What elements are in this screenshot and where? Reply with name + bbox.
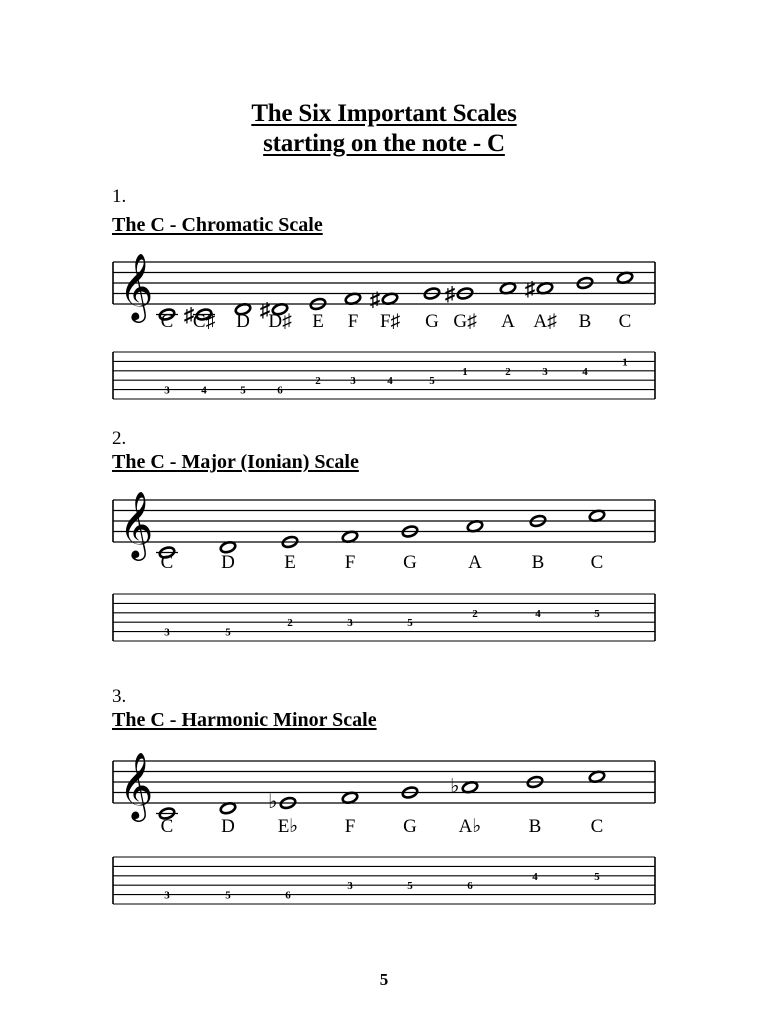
whole-note	[456, 287, 473, 300]
treble-clef-icon: 𝄞	[119, 492, 154, 557]
note-name-label: E♭	[277, 816, 299, 837]
whole-note	[536, 282, 553, 295]
section-2-number: 2.	[112, 428, 127, 449]
tab-fret-number: 2	[315, 375, 321, 388]
whole-note	[195, 308, 212, 321]
tab-fret-number: 5	[594, 870, 600, 883]
section-1-heading: The C - Chromatic Scale	[112, 214, 323, 236]
whole-note	[381, 292, 398, 305]
note-name-label: C	[160, 311, 174, 332]
tab-fret-number: 6	[277, 384, 283, 397]
whole-note	[423, 287, 440, 300]
note-name-label: B	[531, 552, 545, 573]
page-title-line-1: The Six Important Scales	[251, 100, 517, 127]
tab-fret-number: 5	[407, 617, 413, 630]
note-name-label: G	[403, 816, 417, 837]
note-name-label: F	[344, 552, 356, 573]
note-name-label: G	[425, 311, 439, 332]
note-name-label: G	[403, 552, 417, 573]
whole-note	[401, 525, 418, 538]
tab-fret-number: 3	[347, 617, 353, 630]
page-number: 5	[379, 970, 389, 989]
tab-fret-number: 3	[164, 626, 170, 639]
whole-note	[281, 535, 298, 548]
sharp-icon: ♯	[370, 288, 380, 311]
tab-fret-number: 3	[164, 889, 170, 902]
note-name-label: A	[468, 552, 482, 573]
treble-clef-icon: 𝄞	[119, 254, 154, 319]
note-name-label: F	[344, 816, 356, 837]
whole-note	[588, 770, 605, 783]
tab-fret-number: 5	[225, 626, 231, 639]
flat-icon: ♭	[268, 791, 278, 813]
note-name-label: C	[590, 816, 604, 837]
whole-note	[279, 796, 296, 809]
sharp-icon: ♯	[260, 299, 270, 322]
whole-note	[234, 303, 251, 316]
whole-note	[616, 271, 633, 284]
tab-fret-number: 3	[164, 384, 170, 397]
tab-fret-number: 2	[287, 617, 293, 630]
whole-note	[588, 509, 605, 522]
whole-note	[344, 292, 361, 305]
whole-note	[341, 530, 358, 543]
note-name-label: C	[590, 552, 604, 573]
sharp-icon: ♯	[184, 304, 194, 327]
note-name-label: G♯	[453, 311, 477, 332]
tab-fret-number: 3	[347, 880, 353, 893]
page-title-line-2: starting on the note - C	[263, 130, 505, 157]
whole-note	[529, 514, 546, 527]
tab-fret-number: 1	[462, 365, 468, 378]
whole-note	[219, 802, 236, 815]
tab-fret-number: 2	[505, 365, 511, 378]
tab-fret-number: 2	[472, 607, 478, 620]
tab-fret-number: 4	[582, 365, 588, 378]
note-name-label: D	[221, 552, 235, 573]
whole-note	[309, 297, 326, 310]
whole-note	[466, 520, 483, 533]
note-name-label: E	[312, 311, 324, 332]
tab-fret-number: 5	[240, 384, 246, 397]
whole-note	[576, 276, 593, 289]
tab-fret-number: 5	[594, 607, 600, 620]
note-name-label: D	[236, 311, 250, 332]
tab-fret-number: 3	[350, 375, 356, 388]
note-name-label: E	[284, 552, 296, 573]
tab-fret-number: 4	[532, 870, 538, 883]
note-name-label: B	[528, 816, 542, 837]
sharp-icon: ♯	[445, 283, 455, 306]
whole-note	[158, 546, 175, 559]
tab-fret-number: 5	[407, 880, 413, 893]
sharp-icon: ♯	[525, 278, 535, 301]
tab-fret-number: 1	[622, 356, 628, 369]
note-name-label: A	[501, 311, 515, 332]
tab-fret-number: 5	[225, 889, 231, 902]
note-name-label: C♯	[192, 311, 216, 332]
whole-note	[158, 807, 175, 820]
tab-fret-number: 4	[535, 607, 541, 620]
whole-note	[401, 786, 418, 799]
note-name-label: D	[221, 816, 235, 837]
tab-fret-number: 6	[285, 889, 291, 902]
note-name-label: D♯	[268, 311, 292, 332]
treble-clef-icon: 𝄞	[119, 753, 154, 818]
section-3-number: 3.	[112, 686, 127, 707]
tab-fret-number: 5	[429, 375, 435, 388]
note-name-label: A♯	[533, 311, 557, 332]
whole-note	[158, 308, 175, 321]
whole-note	[341, 791, 358, 804]
whole-note	[271, 303, 288, 316]
note-name-label: C	[160, 552, 174, 573]
section-3-heading: The C - Harmonic Minor Scale	[112, 709, 377, 731]
note-name-label: B	[578, 311, 592, 332]
section-1-number: 1.	[112, 186, 127, 207]
whole-note	[461, 781, 478, 794]
note-name-label: F♯	[379, 311, 401, 332]
note-name-label: C	[160, 816, 174, 837]
flat-icon: ♭	[450, 775, 460, 798]
whole-note	[219, 541, 236, 554]
whole-note	[526, 775, 543, 788]
note-name-label: C	[618, 311, 632, 332]
section-2-heading: The C - Major (Ionian) Scale	[112, 451, 359, 473]
whole-note	[499, 282, 516, 295]
note-name-label: F	[347, 311, 359, 332]
tab-fret-number: 4	[201, 384, 207, 397]
tab-fret-number: 6	[467, 880, 473, 893]
tab-fret-number: 3	[542, 365, 548, 378]
tab-fret-number: 4	[387, 375, 393, 388]
note-name-label: A♭	[458, 816, 482, 837]
